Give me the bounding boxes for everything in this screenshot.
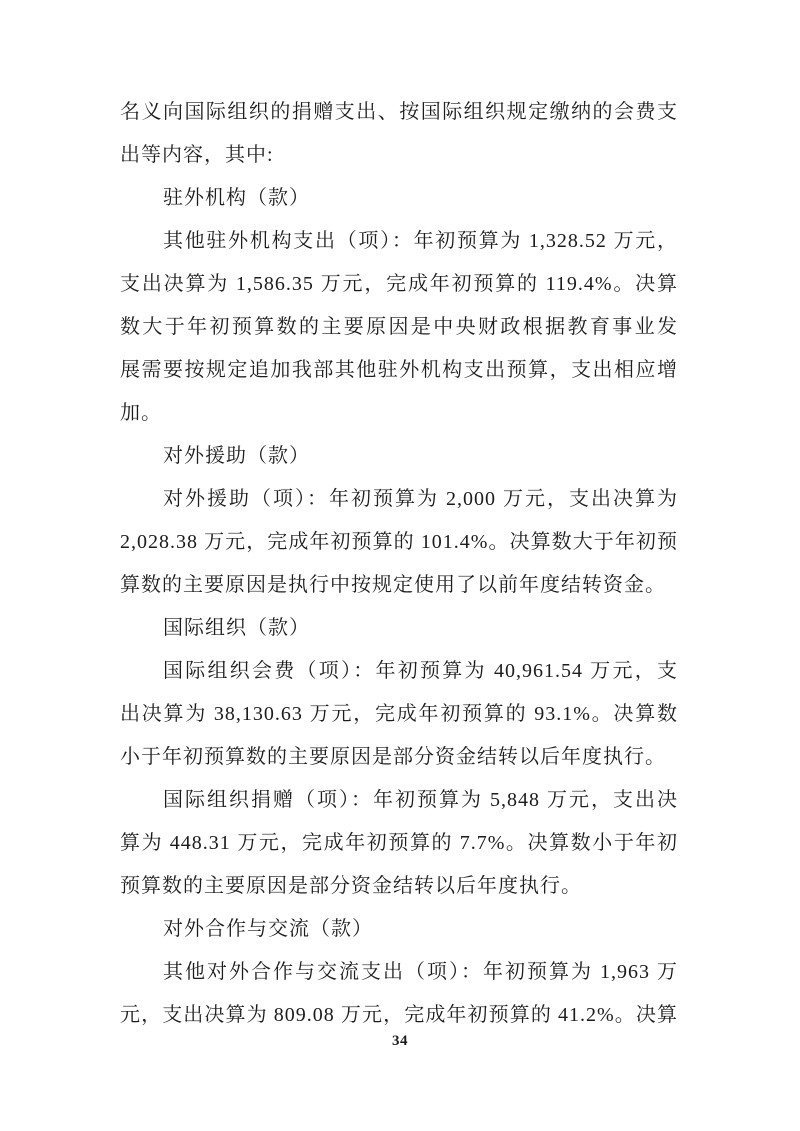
text-line: 加。 [120,402,162,424]
text-line: 2,028.38 万元，完成年初预算的 101.4%。决算数大于年初预 [120,531,678,553]
body-text [120,91,678,1037]
text-line: 其他驻外机构支出（项）：年初预算为 1,328.52 万元， [163,230,678,252]
text-line: 元，支出决算为 809.08 万元，完成年初预算的 41.2%。决算 [120,1004,678,1026]
text-line: 其他对外合作与交流支出（项）：年初预算为 1,963 万 [163,961,678,983]
text-line: 算为 448.31 万元，完成年初预算的 7.7%。决算数小于年初 [120,832,678,854]
page-number: 34 [392,1033,408,1049]
text-line: 出等内容，其中: [120,144,274,166]
text-line: 国际组织（款） [163,617,310,639]
text-line: 预算数的主要原因是部分资金结转以后年度执行。 [120,875,582,897]
text-line: 名义向国际组织的捐赠支出、按国际组织规定缴纳的会费支 [120,101,678,123]
text-line: 算数的主要原因是执行中按规定使用了以前年度结转资金。 [120,574,666,596]
text-line: 对外援助（款） [163,445,310,467]
text-line: 展需要按规定追加我部其他驻外机构支出预算，支出相应增 [120,359,678,381]
text-line: 对外合作与交流（款） [163,918,373,940]
text-line: 驻外机构（款） [163,187,310,209]
text-line: 国际组织捐赠（项）：年初预算为 5,848 万元，支出决 [163,789,678,811]
text-line: 支出决算为 1,586.35 万元，完成年初预算的 119.4%。决算 [120,273,678,295]
text-line: 数大于年初预算数的主要原因是中央财政根据教育事业发 [120,316,678,338]
text-line: 国际组织会费（项）：年初预算为 40,961.54 万元，支 [163,660,678,682]
text-line: 出决算为 38,130.63 万元，完成年初预算的 93.1%。决算数 [120,703,678,725]
text-line: 对外援助（项）：年初预算为 2,000 万元，支出决算为 [163,488,678,510]
text-line: 小于年初预算数的主要原因是部分资金结转以后年度执行。 [120,746,666,768]
